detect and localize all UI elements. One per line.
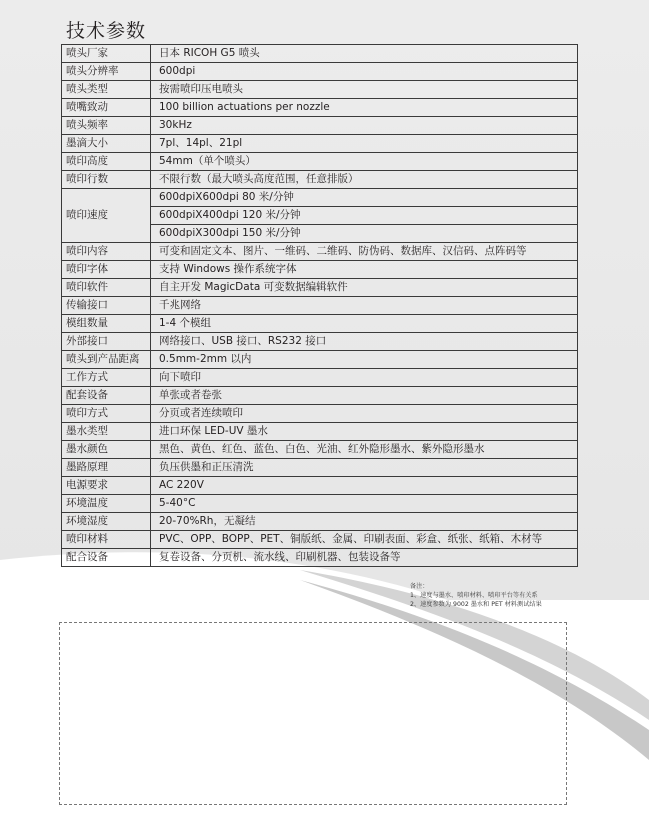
table-row [62,63,578,81]
table-row [62,387,578,405]
spec-value: 600dpiX400dpi 120 米/分钟 [151,207,578,225]
spec-label: 喷印内容 [62,243,151,261]
table-row [62,459,578,477]
table-row [62,477,578,495]
table-row [62,279,578,297]
spec-value: 1-4 个模组 [151,315,578,333]
table-row [62,171,578,189]
spec-value: PVC、OPP、BOPP、PET、铜版纸、金属、印刷表面、彩盒、纸张、纸箱、木材等 [151,531,578,549]
table-row [62,441,578,459]
table-row [62,549,578,567]
spec-label: 传输接口 [62,297,151,315]
spec-label: 喷印方式 [62,405,151,423]
spec-label: 喷印速度 [62,189,151,243]
table-row [62,135,578,153]
spec-value: 600dpiX600dpi 80 米/分钟 [151,189,578,207]
dashed-placeholder-box [59,622,567,805]
spec-label: 喷印软件 [62,279,151,297]
spec-label: 环境湿度 [62,513,151,531]
table-row [62,351,578,369]
spec-value: 向下喷印 [151,369,578,387]
spec-label: 墨水类型 [62,423,151,441]
spec-value: 可变和固定文本、图片、一维码、二维码、防伪码、数据库、汉信码、点阵码等 [151,243,578,261]
spec-value: 黑色、黄色、红色、蓝色、白色、光油、红外隐形墨水、紫外隐形墨水 [151,441,578,459]
spec-label: 喷头到产品距离 [62,351,151,369]
spec-label: 喷头类型 [62,81,151,99]
table-row [62,261,578,279]
spec-value: 54mm（单个喷头） [151,153,578,171]
table-row [62,189,578,207]
note-item: 2、速度参数为 9002 墨水和 PET 材料测试结果 [410,601,542,608]
note-item: 1、速度与墨水、喷印材料、喷印平台等有关系 [410,592,538,599]
table-row [62,513,578,531]
spec-label: 喷印字体 [62,261,151,279]
spec-value: 日本 RICOH G5 喷头 [151,45,578,63]
table-row [62,405,578,423]
spec-value: 不限行数（最大喷头高度范围，任意排版） [151,171,578,189]
spec-label: 墨水颜色 [62,441,151,459]
table-row [62,423,578,441]
spec-value: 进口环保 LED-UV 墨水 [151,423,578,441]
spec-label: 喷头厂家 [62,45,151,63]
spec-value: 千兆网络 [151,297,578,315]
spec-label: 电源要求 [62,477,151,495]
spec-value: 7pl、14pl、21pl [151,135,578,153]
spec-value: 600dpiX300dpi 150 米/分钟 [151,225,578,243]
spec-value: 按需喷印压电喷头 [151,81,578,99]
table-row [62,81,578,99]
spec-label: 墨路原理 [62,459,151,477]
spec-value: 100 billion actuations per nozzle [151,99,578,117]
notes [410,582,542,609]
spec-label: 工作方式 [62,369,151,387]
spec-label: 外部接口 [62,333,151,351]
page-title: 技术参数 [66,20,147,42]
table-row [62,243,578,261]
spec-label: 喷印高度 [62,153,151,171]
spec-label: 喷嘴致动 [62,99,151,117]
spec-label: 配套设备 [62,387,151,405]
spec-value: AC 220V [151,477,578,495]
table-row [62,117,578,135]
table-row [62,315,578,333]
spec-value: 网络接口、USB 接口、RS232 接口 [151,333,578,351]
spec-value: 自主开发 MagicData 可变数据编辑软件 [151,279,578,297]
spec-label: 喷头分辨率 [62,63,151,81]
table-row [62,333,578,351]
table-row [62,495,578,513]
table-row [62,153,578,171]
spec-label: 喷印材料 [62,531,151,549]
table-row [62,369,578,387]
notes-heading: 备注： [410,583,429,590]
table-row [62,45,578,63]
spec-value: 负压供墨和正压清洗 [151,459,578,477]
spec-value: 5-40°C [151,495,578,513]
spec-label: 喷印行数 [62,171,151,189]
spec-table [61,44,578,567]
table-row [62,297,578,315]
spec-label: 墨滴大小 [62,135,151,153]
spec-value: 复卷设备、分页机、流水线、印刷机器、包装设备等 [151,549,578,567]
spec-value: 分页或者连续喷印 [151,405,578,423]
table-row [62,99,578,117]
spec-label: 喷头频率 [62,117,151,135]
table-row [62,531,578,549]
spec-value: 30kHz [151,117,578,135]
spec-value: 支持 Windows 操作系统字体 [151,261,578,279]
spec-label: 模组数量 [62,315,151,333]
spec-label: 环境温度 [62,495,151,513]
spec-value: 600dpi [151,63,578,81]
spec-label: 配合设备 [62,549,151,567]
spec-value: 0.5mm-2mm 以内 [151,351,578,369]
spec-value: 单张或者卷张 [151,387,578,405]
spec-value: 20-70%Rh，无凝结 [151,513,578,531]
